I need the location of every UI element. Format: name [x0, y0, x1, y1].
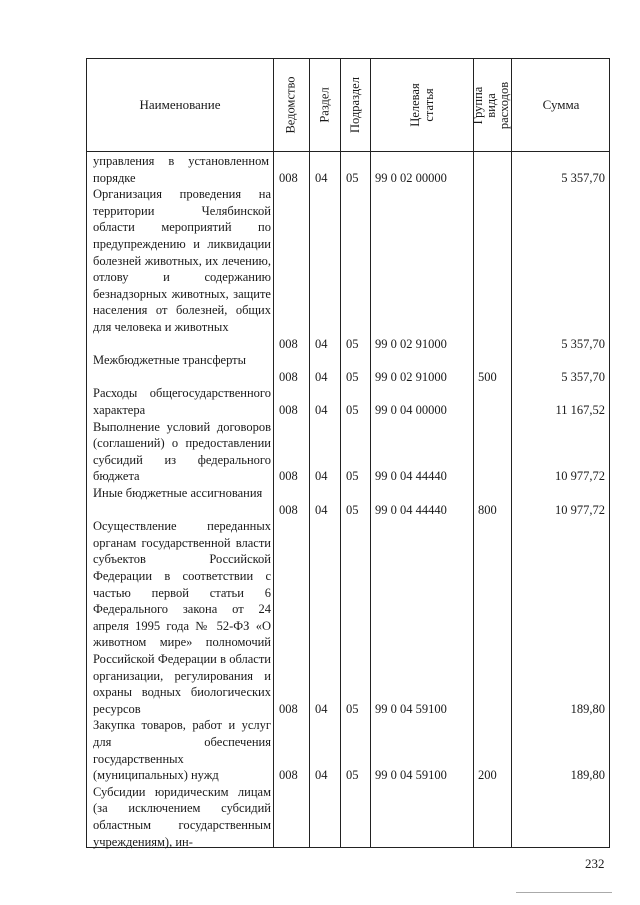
cell-summa: 10 977,72: [555, 469, 605, 484]
col-divider: [370, 59, 371, 847]
cell-gruppa: 800: [478, 502, 497, 517]
cell-celevaya: 99 0 02 91000: [375, 336, 447, 351]
cell-podrazdel: 05: [346, 336, 359, 351]
cell-vedomstvo: 008: [279, 469, 298, 484]
row-name: Межбюджетные трансферты: [93, 353, 247, 368]
row-name: Осуществление переданных органам государственной власти субъектов Российской Федерации в соответствии с частью первой статьи 6 Федерального закона от 24 апреля 1995 года № 52-ФЗ «О животном мире» полномочий Российской Федерации в области организации, регулирования и охраны водных биологических ресурсов: [93, 519, 271, 716]
header-celevaya: [370, 59, 473, 151]
page-number: 232: [585, 856, 605, 871]
cell-celevaya: 99 0 04 59100: [375, 701, 447, 716]
cell-celevaya: 99 0 04 59100: [375, 768, 447, 783]
cell-summa: 189,80: [570, 701, 605, 716]
cell-razdel: 04: [315, 768, 328, 783]
cell-summa: 189,80: [570, 768, 605, 783]
cell-vedomstvo: 008: [279, 402, 298, 417]
cell-celevaya: 99 0 04 00000: [375, 402, 447, 417]
cell-celevaya: 99 0 02 91000: [375, 369, 447, 384]
cell-razdel: 04: [315, 469, 328, 484]
cell-vedomstvo: 008: [279, 170, 298, 185]
cell-podrazdel: 05: [346, 402, 359, 417]
cell-celevaya: 99 0 04 44440: [375, 502, 447, 517]
cell-vedomstvo: 008: [279, 701, 298, 716]
col-divider: [273, 59, 274, 847]
cell-podrazdel: 05: [346, 768, 359, 783]
row-name: Выполнение условий договоров (соглашений) о предоставлении субсидий из федерального бюджета: [93, 419, 271, 484]
row-name: Расходы общегосударственного характера: [93, 386, 271, 417]
header-razdel-label: Раздел: [317, 87, 332, 123]
cell-celevaya: 99 0 02 00000: [375, 170, 447, 185]
row-name: Субсидии юридическим лицам (за исключением субсидий областным государственным учреждениям), ин-: [93, 784, 271, 849]
cell-summa: 10 977,72: [555, 502, 605, 517]
row-name: Иные бюджетные ассигнования: [93, 486, 263, 500]
cell-summa: 5 357,70: [561, 369, 605, 384]
cell-gruppa: 200: [478, 768, 497, 783]
row-name: Закупка товаров, работ и услуг для обеспечения государственных (муниципальных) нужд: [93, 718, 271, 783]
cell-summa: 11 167,52: [555, 402, 605, 417]
budget-table: [86, 58, 610, 848]
header-vedomstvo: [273, 59, 309, 151]
cell-vedomstvo: 008: [279, 768, 298, 783]
footer-rule: [516, 892, 612, 893]
cell-razdel: 04: [315, 402, 328, 417]
cell-razdel: 04: [315, 336, 328, 351]
cell-podrazdel: 05: [346, 469, 359, 484]
cell-summa: 5 357,70: [561, 170, 605, 185]
cell-vedomstvo: 008: [279, 336, 298, 351]
header-vedomstvo-label: Ведомство: [284, 76, 298, 134]
header-podrazdel-label: Подраздел: [348, 77, 362, 133]
cell-razdel: 04: [315, 701, 328, 716]
cell-podrazdel: 05: [346, 701, 359, 716]
header-separator: [87, 151, 609, 152]
row-name: Организация проведения на территории Челябинской области мероприятий по предупреждению и ликвидации болезней животных, их лечению, отлову и содержанию безнадзорных животных, защите населения от болезней, общих для человека и животных: [93, 187, 271, 334]
cell-razdel: 04: [315, 502, 328, 517]
cell-vedomstvo: 008: [279, 369, 298, 384]
row-name: управления в установленном порядке: [93, 154, 269, 185]
header-gruppa: [473, 59, 511, 151]
col-divider: [473, 59, 474, 847]
col-divider: [309, 59, 310, 847]
header-gruppa-label: Группа вида расходов: [471, 81, 512, 129]
cell-razdel: 04: [315, 369, 328, 384]
cell-gruppa: 500: [478, 369, 497, 384]
cell-podrazdel: 05: [346, 502, 359, 517]
col-divider: [340, 59, 341, 847]
col-divider: [511, 59, 512, 847]
header-summa: Сумма: [542, 97, 580, 112]
cell-celevaya: 99 0 04 44440: [375, 469, 447, 484]
header-name: Наименование: [139, 97, 221, 112]
cell-podrazdel: 05: [346, 369, 359, 384]
cell-summa: 5 357,70: [561, 336, 605, 351]
header-razdel: [309, 59, 340, 151]
cell-razdel: 04: [315, 170, 328, 185]
cell-podrazdel: 05: [346, 170, 359, 185]
header-celevaya-label: Целевая статья: [407, 83, 436, 127]
header-podrazdel: [340, 59, 370, 151]
cell-vedomstvo: 008: [279, 502, 298, 517]
